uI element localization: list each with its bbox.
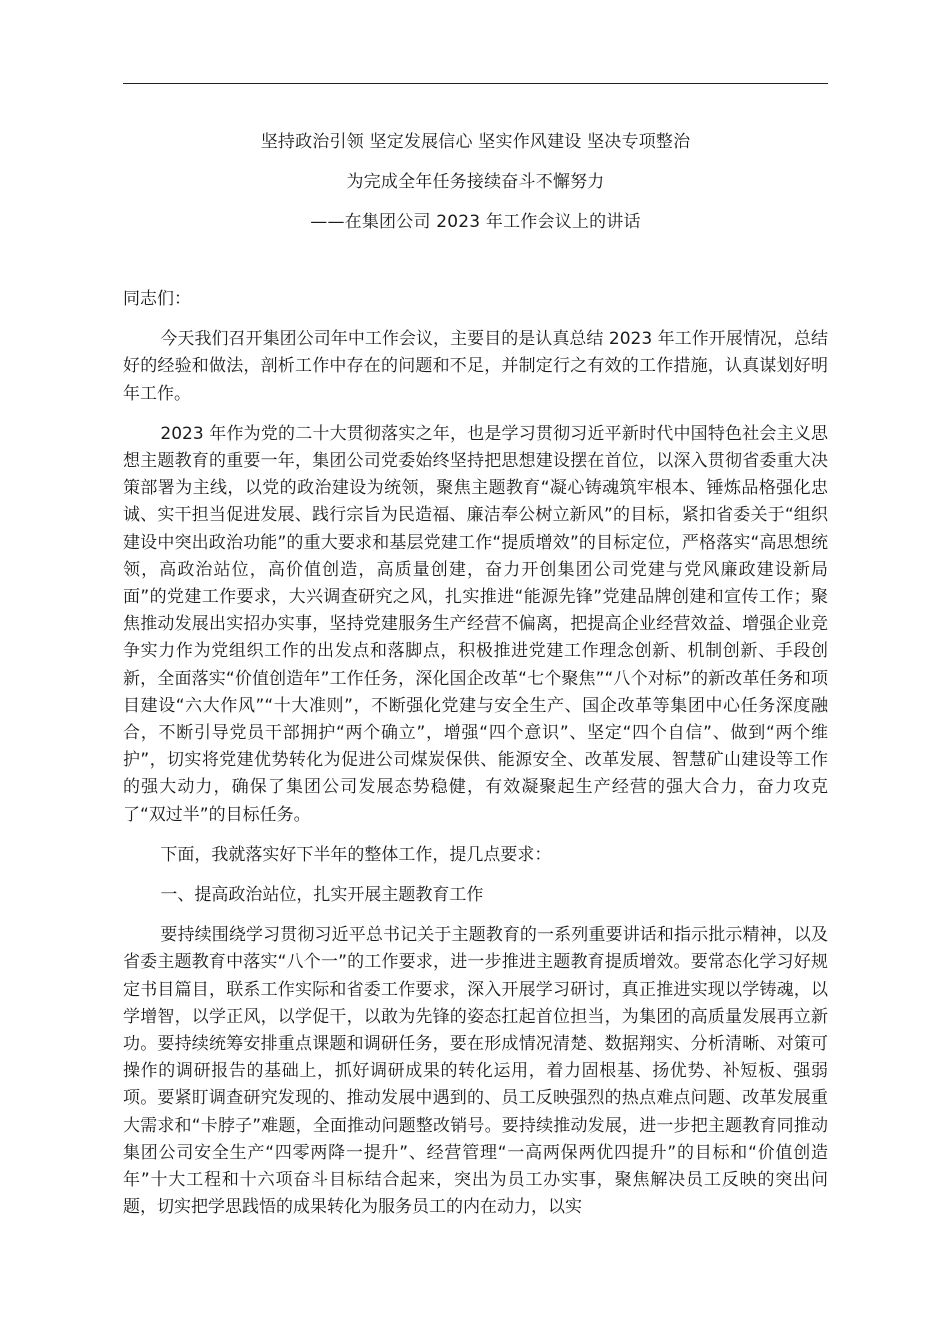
- main-title: 坚持政治引领 坚定发展信心 坚实作风建设 坚决专项整治: [260, 132, 691, 152]
- paragraph-intro: 今天我们召开集团公司年中工作会议，主要目的是认真总结 2023 年工作开展情况，总结好的经验和做法，剖析工作中存在的问题和不足，并制定行之有效的工作措施，认真谋划好明年工作。: [123, 329, 828, 404]
- paragraph-review: 2023 年作为党的二十大贯彻落实之年，也是学习贯彻习近平新时代中国特色社会主义思想主题教育的重要一年，集团公司党委始终坚持把思想建设摆在首位，以深入贯彻省委重大决策部署为主线，以党的政治建设为统领，聚焦主题教育“凝心铸魂筑牢根本、锤炼品格强化忠诚、实干担当促进发展、践行宗旨为民造福、廉洁奉公树立新风”的目标，紧扣省委关于“组织建设中突出政治功能”的重大要求和基层党建工作“提质增效”的目标定位，严格落实“高思想统领，高政治站位，高价值创造，高质量创建，奋力开创集团公司党建与党风廉政建设新局面”的党建工作要求，大兴调查研究之风，扎实推进“能源先锋”党建品牌创建和宣传工作；聚焦推动发展出实招办实事，坚持党建服务生产经营不偏离，把提高企业经营效益、增强企业竞争实力作为党组织工作的出发点和落脚点，积极推进党建工作理念创新、机制创新、手段创新，全面落实“价值创造年”工作任务，深化国企改革“七个聚焦”“八个对标”的新改革任务和项目建设“六大作风”“十大准则”，不断强化党建与安全生产、国企改革等集团中心任务深度融合，不断引导党员干部拥护“两个确立”，增强“四个意识”、坚定“四个自信”、做到“两个维护”，切实将党建优势转化为促进公司煤炭保供、能源安全、改革发展、智慧矿山建设等工作的强大动力，确保了集团公司发展态势稳健，有效凝聚起生产经营的强大合力，奋力攻克了“双过半”的目标任务。: [123, 423, 828, 825]
- title-block: [123, 122, 828, 242]
- paragraph-transition: 下面，我就落实好下半年的整体工作，提几点要求：: [160, 844, 552, 865]
- paragraph-section-1: 要持续围绕学习贯彻习近平总书记关于主题教育的一系列重要讲话和指示批示精神，以及省委主题教育中落实“八个一”的工作要求，进一步推进主题教育提质增效。要常态化学习好规定书目篇目，联系工作实际和省委工作要求，深入开展学习研讨，真正推进实现以学铸魂，以学增智，以学正风，以学促干，以敢为先锋的姿态扛起首位担当，为集团的高质量发展再立新功。要持续统筹安排重点课题和调研任务，要在形成情况清楚、数据翔实、分析清晰、对策可操作的调研报告的基础上，抓好调研成果的转化运用，着力固根基、扬优势、补短板、强弱项。要紧盯调查研究发现的、推动发展中遇到的、员工反映强烈的热点难点问题、改革发展重大需求和“卡脖子”难题，全面推动问题整改销号。要持续推动发展，进一步把主题教育同推动集团公司安全生产“四零两降一提升”、经营管理“一高两保两优四提升”的目标和“价值创造年”十大工程和十六项奋斗目标结合起来，突出为员工办实事，聚焦解决员工反映的突出问题，切实把学思践悟的成果转化为服务员工的内在动力，以实: [123, 925, 828, 1218]
- speech-occasion: ——在集团公司 2023 年工作会议上的讲话: [310, 212, 641, 232]
- speech-body: [123, 286, 828, 1235]
- header-rule: [123, 83, 828, 84]
- greeting: 同志们：: [123, 289, 191, 309]
- subtitle: 为完成全年任务接续奋斗不懈努力: [346, 172, 605, 192]
- section-heading-1: 一、提高政治站位，扎实开展主题教育工作: [160, 885, 484, 906]
